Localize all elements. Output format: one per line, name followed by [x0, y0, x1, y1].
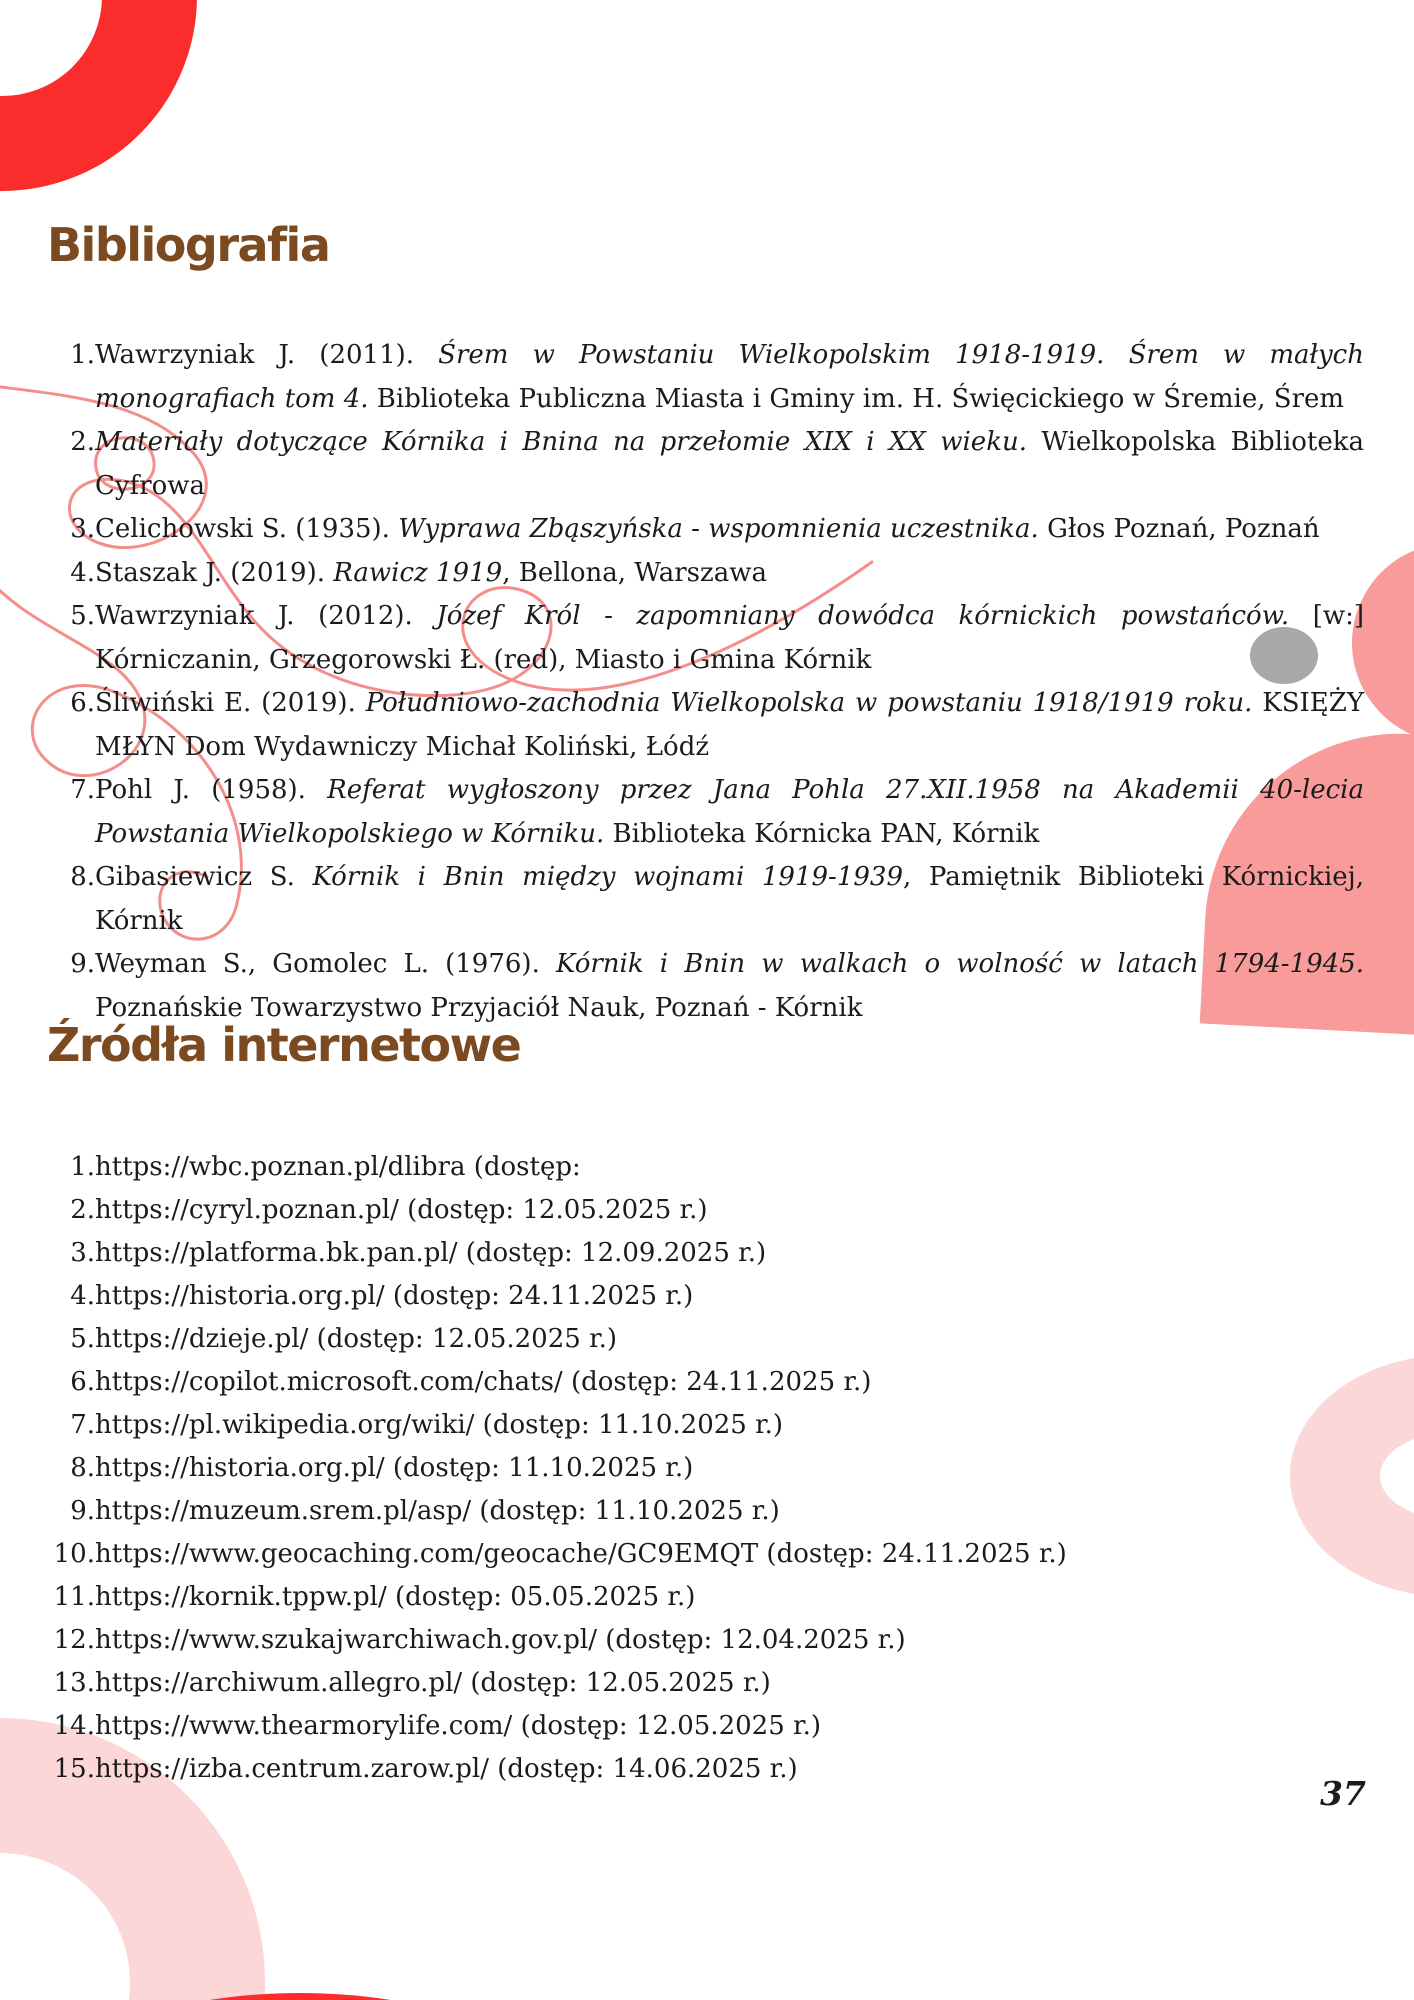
entry-number: 6.	[70, 1367, 95, 1397]
source-row	[53, 1318, 1067, 1361]
entry-number: 1.	[70, 340, 95, 370]
entry-text: Materiały dotyczące Kórnika i Bnina na przełomie XIX i XX wieku. Wielkopolska Biblioteka Cyfrowa	[95, 427, 1365, 501]
source-row	[53, 1748, 1067, 1791]
source-url[interactable]: https://archiwum.allegro.pl/ (dostęp: 12.05.2025 r.)	[95, 1668, 771, 1698]
entry-number: 12.	[53, 1625, 95, 1655]
source-row	[53, 1662, 1067, 1705]
bibliography-entry	[64, 943, 1364, 1030]
entry-text: Wawrzyniak J. (2011). Śrem w Powstaniu Wielkopolskim 1918-1919. Śrem w małych monografiach tom 4. Biblioteka Publiczna Miasta i Gminy im. H. Święcickiego w Śremie, Śrem	[95, 340, 1364, 414]
entry-number: 3.	[70, 1238, 95, 1268]
source-url[interactable]: https://platforma.bk.pan.pl/ (dostęp: 12.09.2025 r.)	[95, 1238, 767, 1268]
entry-number: 1.	[70, 1152, 95, 1182]
entry-number: 5.	[70, 601, 95, 631]
bibliography-entry	[64, 595, 1364, 682]
entry-number: 4.	[70, 557, 95, 588]
entry-text: Staszak J. (2019). Rawicz 1919, Bellona, Warszawa	[95, 557, 767, 588]
entry-number: 9.	[70, 949, 95, 979]
source-url[interactable]: https://izba.centrum.zarow.pl/ (dostęp: 14.06.2025 r.)	[95, 1754, 798, 1784]
source-url[interactable]: https://wbc.poznan.pl/dlibra (dostęp:	[95, 1152, 581, 1182]
bibliography-title: Bibliografia	[47, 218, 330, 272]
source-row	[53, 1146, 1067, 1189]
source-row	[53, 1275, 1067, 1318]
source-url[interactable]: https://kornik.tppw.pl/ (dostęp: 05.05.2025 r.)	[95, 1582, 696, 1612]
entry-text: Gibasiewicz S. Kórnik i Bnin między wojnami 1919-1939, Pamiętnik Biblioteki Kórnickiej, Kórnik	[95, 862, 1364, 936]
entry-text: Weyman S., Gomolec L. (1976). Kórnik i Bnin w walkach o wolność w latach 1794-1945. Poznańskie Towarzystwo Przyjaciół Nauk, Poznań - Kórnik	[95, 949, 1364, 1023]
bibliography-entry	[64, 334, 1364, 421]
entry-number: 8.	[70, 1453, 95, 1483]
source-url[interactable]: https://www.thearmorylife.com/ (dostęp: 12.05.2025 r.)	[95, 1711, 821, 1741]
entry-number: 9.	[70, 1496, 95, 1526]
bibliography-entry	[64, 552, 1364, 596]
entry-number: 5.	[70, 1324, 95, 1354]
entry-text: Celichowski S. (1935). Wyprawa Zbąszyńska - wspomnienia uczestnika. Głos Poznań, Poznań	[95, 514, 1320, 544]
entry-number: 10.	[53, 1539, 95, 1569]
entry-text: Wawrzyniak J. (2012). Józef Król - zapomniany dowódca kórnickich powstańców. [w:] Kórniczanin, Grzegorowski Ł. (red), Miasto i Gmina Kórnik	[95, 601, 1364, 675]
entry-text: Śliwiński E. (2019). Południowo-zachodnia Wielkopolska w powstaniu 1918/1919 roku. KSIĘŻY MŁYN Dom Wydawniczy Michał Koliński, Łódź	[95, 688, 1364, 762]
entry-number: 6.	[70, 688, 95, 718]
source-url[interactable]: https://historia.org.pl/ (dostęp: 11.10.2025 r.)	[95, 1453, 694, 1483]
entry-number: 4.	[70, 1281, 95, 1311]
entry-number: 8.	[70, 862, 95, 892]
source-url[interactable]: https://dzieje.pl/ (dostęp: 12.05.2025 r.)	[95, 1324, 618, 1354]
bibliography-list	[64, 334, 1364, 1030]
entry-number: 2.	[70, 427, 95, 457]
entry-number: 15.	[53, 1754, 95, 1784]
source-row	[53, 1619, 1067, 1662]
source-row	[53, 1533, 1067, 1576]
source-row	[53, 1490, 1067, 1533]
bibliography-entry	[64, 769, 1364, 856]
source-row	[53, 1404, 1067, 1447]
internet-sources-title: Źródła internetowe	[47, 1018, 521, 1072]
source-row	[53, 1232, 1067, 1275]
bibliography-entry	[64, 508, 1364, 552]
source-url[interactable]: https://www.geocaching.com/geocache/GC9EMQT (dostęp: 24.11.2025 r.)	[95, 1539, 1067, 1569]
source-url[interactable]: https://www.szukajwarchiwach.gov.pl/ (dostęp: 12.04.2025 r.)	[95, 1625, 906, 1655]
source-url[interactable]: https://pl.wikipedia.org/wiki/ (dostęp: 11.10.2025 r.)	[95, 1410, 784, 1440]
entry-number: 11.	[53, 1582, 95, 1612]
source-url[interactable]: https://historia.org.pl/ (dostęp: 24.11.2025 r.)	[95, 1281, 694, 1311]
source-url[interactable]: https://copilot.microsoft.com/chats/ (dostęp: 24.11.2025 r.)	[95, 1367, 872, 1397]
entry-number: 7.	[70, 775, 95, 805]
source-row	[53, 1705, 1067, 1748]
source-row	[53, 1576, 1067, 1619]
source-url[interactable]: https://muzeum.srem.pl/asp/ (dostęp: 11.10.2025 r.)	[95, 1496, 780, 1526]
entry-number: 14.	[53, 1711, 95, 1741]
entry-number: 3.	[70, 514, 95, 544]
source-row	[53, 1361, 1067, 1404]
bibliography-entry	[64, 856, 1364, 943]
source-row	[53, 1189, 1067, 1232]
bibliography-entry	[64, 421, 1364, 508]
internet-sources-list	[53, 1146, 1067, 1791]
entry-text: Pohl J. (1958). Referat wygłoszony przez Jana Pohla 27.XII.1958 na Akademii 40-lecia Powstania Wielkopolskiego w Kórniku. Biblioteka Kórnicka PAN, Kórnik	[95, 775, 1364, 849]
entry-number: 13.	[53, 1668, 95, 1698]
entry-number: 2.	[70, 1195, 95, 1225]
entry-number: 7.	[70, 1410, 95, 1440]
source-row	[53, 1447, 1067, 1490]
bibliography-entry	[64, 682, 1364, 769]
page-number: 37	[1320, 1774, 1366, 1813]
source-url[interactable]: https://cyryl.poznan.pl/ (dostęp: 12.05.2025 r.)	[95, 1195, 708, 1225]
